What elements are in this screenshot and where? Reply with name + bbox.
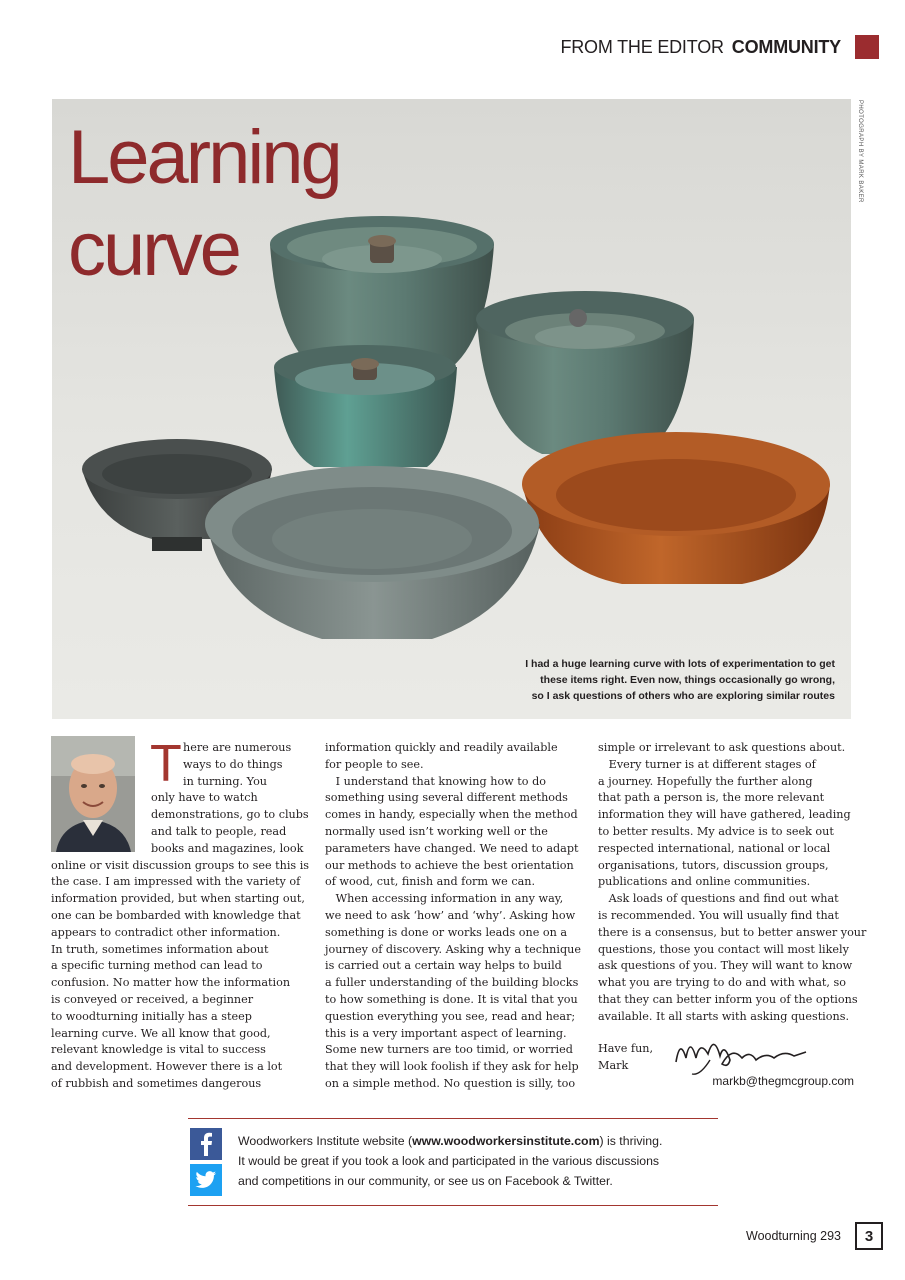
body-line: is recommended. You will usually find that [598,908,839,922]
community-banner [188,1118,718,1206]
signature [670,1030,810,1080]
category-label: COMMUNITY [731,36,841,57]
body-line: and talk to people, read [151,824,287,838]
banner-text-pre: Woodworkers Institute website ( [238,1134,413,1148]
title-line-1: Learning [68,115,340,200]
drop-cap: T [150,735,182,793]
category-square [855,35,879,59]
banner-text [238,1131,662,1191]
body-line: is carried out a certain way helps to build [325,959,562,973]
body-line: relevant knowledge is vital to success [51,1043,266,1057]
signoff-line: Have fun, [598,1042,654,1055]
body-line: that they can better inform you of the options [598,992,858,1006]
banner-line-1 [238,1131,662,1151]
body-line: that they will look foolish if they ask for help [325,1060,579,1074]
body-line: I understand that knowing how to do [325,774,546,788]
body-line: simple or irrelevant to ask questions about. [598,741,846,754]
page-number: 3 [855,1222,883,1250]
body-line: in turning. You [183,774,268,788]
body-line: demonstrations, go to clubs [151,808,309,822]
issue-number: 293 [820,1229,841,1243]
body-line: there is a consensus, but to better answer your [598,925,867,939]
editor-email[interactable]: markb@thegmcgroup.com [712,1074,854,1088]
signoff [598,1041,653,1075]
section-label: FROM THE EDITOR [560,36,724,57]
body-line: to better results. My advice is to seek out [598,824,834,838]
article-title [68,112,340,296]
body-line: books and magazines, look [151,841,304,855]
body-line: publications and online communities. [598,875,811,889]
article-column-3 [598,740,867,1026]
body-line: online or visit discussion groups to see this is [51,858,310,872]
body-line: normally used isn’t working well or the [325,824,548,838]
body-line: parameters have changed. We need to adapt [325,841,579,855]
body-line: something using several different methods [325,791,568,805]
body-line: something is done or works leads one on a [325,925,568,939]
facebook-icon[interactable] [190,1128,222,1160]
body-line: a journey. Hopefully the further along [598,774,813,788]
caption-line: these items right. Even now, things occasionally go wrong, [540,674,835,686]
body-line: information they will have gathered, leading [598,808,851,822]
body-line: to how something is done. It is vital that you [325,992,578,1006]
body-line: question everything you see, read and hear; [325,1009,576,1023]
body-line: a fuller understanding of the building blocks [325,976,579,990]
body-line: organisations, tutors, discussion groups, [598,858,829,872]
section-header [560,34,879,60]
body-line: journey of discovery. Asking why a technique [325,942,581,956]
article-column-1 [51,735,310,1093]
body-line: of wood, cut, finish and form we can. [325,875,536,889]
banner-line-3: and competitions in our community, or see us on Facebook & Twitter. [238,1174,613,1188]
signoff-name: Mark [598,1058,629,1072]
body-line: information provided, but when starting out, [51,892,305,906]
title-line-2: curve [68,207,239,292]
caption-line: I had a huge learning curve with lots of experimentation to get [525,658,835,670]
body-line: ways to do things [183,757,283,771]
social-icons [190,1128,222,1200]
body-line: learning curve. We all know that good, [51,1026,271,1040]
body-line: ask questions of you. They will want to know [598,959,853,973]
body-line: on a simple method. No question is silly, too [325,1076,576,1090]
twitter-icon[interactable] [190,1164,222,1196]
body-line: one can be bombarded with knowledge that [51,908,301,922]
banner-line-2: It would be great if you took a look and participated in the various discussions [238,1154,660,1168]
body-line: of rubbish and sometimes dangerous [51,1076,262,1090]
body-line: and development. However there is a lot [51,1060,283,1074]
body-line: only have to watch [151,791,258,805]
banner-text-post: ) is thriving. [599,1134,663,1148]
magazine-issue [746,1229,841,1243]
photo-credit: PHOTOGRAPH BY MARK BAKER [857,100,863,203]
body-line: questions, those you contact will most likely [598,942,849,956]
body-line: available. It all starts with asking questions. [598,1009,850,1023]
body-line: In truth, sometimes information about [51,942,269,956]
body-line: confusion. No matter how the information [51,976,291,990]
body-line: our methods to achieve the best orientation [325,858,574,872]
body-line: what you are trying to do and with what, so [598,976,846,990]
page-footer [746,1222,883,1250]
body-line: information quickly and readily available [325,741,558,754]
body-line: the case. I am impressed with the variety of [51,875,301,889]
body-line: respected international, national or local [598,841,831,855]
body-line: this is a very important aspect of learning. [325,1026,567,1040]
body-line: appears to contradict other information. [51,925,281,939]
website-link[interactable]: www.woodworkersinstitute.com [412,1134,600,1148]
body-line: When accessing information in any way, [325,892,564,906]
body-line: comes in handy, especially when the method [325,808,578,822]
body-line: that path a person is, the more relevant [598,791,825,805]
magazine-name: Woodturning [746,1229,817,1243]
body-line: a specific turning method can lead to [51,959,263,973]
body-line: Ask loads of questions and find out what [598,892,839,906]
body-line: here are numerous [183,741,292,754]
article-column-2 [325,740,580,1093]
body-line: Every turner is at different stages of [598,757,816,771]
body-line: is conveyed or received, a beginner [51,992,254,1006]
body-line: Some new turners are too timid, or worried [325,1043,573,1057]
body-line: for people to see. [325,757,424,771]
photo-caption [515,656,835,704]
caption-line: so I ask questions of others who are exploring similar routes [531,690,835,702]
body-line: we need to ask ‘how’ and ‘why’. Asking how [325,908,576,922]
body-line: to woodturning initially has a steep [51,1009,252,1023]
